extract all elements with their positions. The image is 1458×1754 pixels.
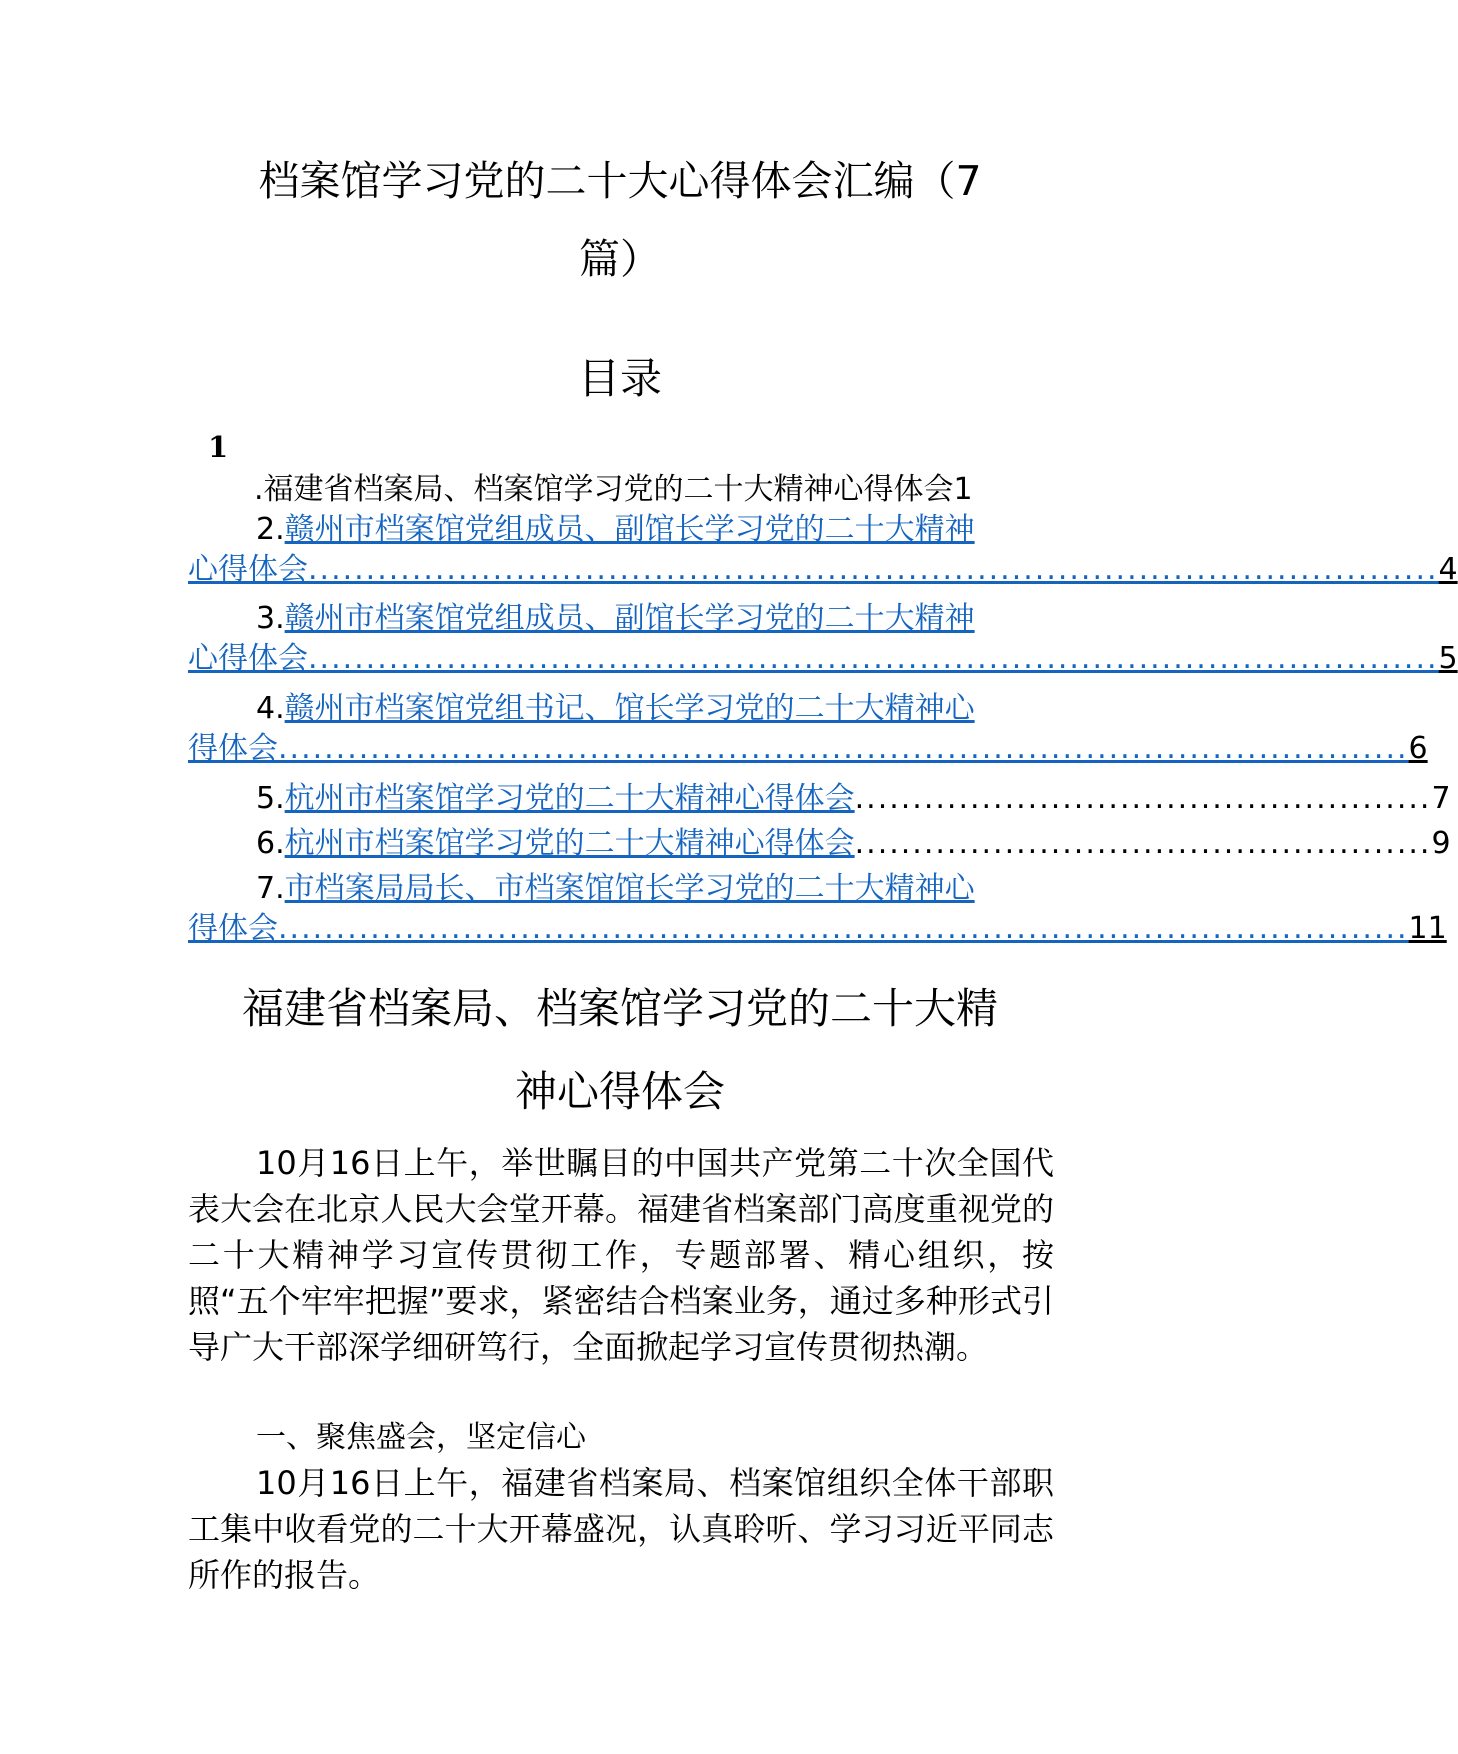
toc-item-5-page: 7 xyxy=(1431,781,1451,816)
toc-item-3-link-cont[interactable]: 心得体会 xyxy=(188,641,308,676)
section-title-line2: 神心得体会 xyxy=(514,1067,725,1116)
toc-item-6-link[interactable]: 杭州市档案馆学习党的二十大精神心得体会 xyxy=(284,826,855,861)
toc-item-4-page: 6 xyxy=(1408,731,1428,766)
toc-item-4-line2[interactable] xyxy=(188,726,1428,771)
toc-item-7-link-cont[interactable]: 得体会 xyxy=(188,911,278,946)
toc-item-4-leader: .................................................................................................. xyxy=(278,731,1409,766)
toc-item-1-number: 1 xyxy=(208,430,229,464)
toc-item-2-leader: .................................................................................................. xyxy=(308,552,1439,587)
toc-item-4-link-cont[interactable]: 得体会 xyxy=(188,731,278,766)
toc-item-2-link-cont[interactable]: 心得体会 xyxy=(188,552,308,587)
toc-item-1-dot: . xyxy=(254,472,264,507)
toc-item-5-leader: .................................................. xyxy=(854,781,1432,816)
toc-item-4-number: 4. xyxy=(256,691,285,726)
toc-item-2-line2[interactable] xyxy=(188,547,1458,592)
document-title-line1: 档案馆学习党的二十大心得体会汇编（7 xyxy=(258,157,982,205)
toc-item-4-link[interactable]: 赣州市档案馆党组书记、馆长学习党的二十大精神心 xyxy=(284,691,975,726)
toc-item-3-leader: .................................................................................................. xyxy=(308,641,1439,676)
section-subheading-1: 一、聚焦盛会，坚定信心 xyxy=(256,1420,586,1455)
toc-item-7-line1[interactable] xyxy=(188,866,1054,911)
toc-item-5[interactable] xyxy=(188,776,1451,821)
toc-item-3-line1[interactable] xyxy=(188,596,1054,641)
toc-item-7-line2[interactable] xyxy=(188,906,1447,951)
section-title-line1: 福建省档案局、档案馆学习党的二十大精 xyxy=(241,984,998,1033)
toc-item-2-link[interactable]: 赣州市档案馆党组成员、副馆长学习党的二十大精神 xyxy=(284,512,975,547)
toc-item-3-number: 3. xyxy=(256,601,285,636)
toc-item-3-link[interactable]: 赣州市档案馆党组成员、副馆长学习党的二十大精神 xyxy=(284,601,975,636)
toc-heading: 目录 xyxy=(577,354,662,403)
toc-item-4-line1[interactable] xyxy=(188,686,1054,731)
toc-item-1-page: 1 xyxy=(953,472,973,507)
document-title-line2: 篇） xyxy=(579,235,661,283)
toc-item-7-number: 7. xyxy=(256,871,285,906)
toc-item-2-number: 2. xyxy=(256,512,285,547)
toc-item-6-page: 9 xyxy=(1431,826,1451,861)
toc-item-3-line2[interactable] xyxy=(188,636,1458,681)
toc-item-6-number: 6. xyxy=(256,826,285,861)
toc-item-7-page: 11 xyxy=(1408,911,1447,946)
toc-item-5-link[interactable]: 杭州市档案馆学习党的二十大精神心得体会 xyxy=(284,781,855,816)
toc-item-6-leader: .................................................. xyxy=(854,826,1432,861)
toc-item-1-text[interactable]: 福建省档案局、档案馆学习党的二十大精神心得体会 xyxy=(263,472,954,507)
toc-item-6[interactable] xyxy=(188,821,1451,866)
toc-item-2-page: 4 xyxy=(1438,552,1458,587)
toc-item-3-page: 5 xyxy=(1438,641,1458,676)
toc-item-2-line1[interactable] xyxy=(188,507,1054,552)
toc-item-5-number: 5. xyxy=(256,781,285,816)
toc-item-1[interactable] xyxy=(188,467,1054,512)
body-paragraph-2: 10月16日上午，福建省档案局、档案馆组织全体干部职工集中收看党的二十大开幕盛况，认真聆听、学习习近平同志所作的报告。 xyxy=(188,1464,1054,1594)
body-paragraph-1: 10月16日上午，举世瞩目的中国共产党第二十次全国代表大会在北京人民大会堂开幕。福建省档案部门高度重视党的二十大精神学习宣传贯彻工作，专题部署、精心组织，按照“五个牢牢把握”要求，紧密结合档案业务，通过多种形式引导广大干部深学细研笃行，全面掀起学习宣传贯彻热潮。 xyxy=(188,1144,1054,1366)
toc-item-7-leader: .................................................................................................. xyxy=(278,911,1409,946)
toc-item-7-link[interactable]: 市档案局局长、市档案馆馆长学习党的二十大精神心 xyxy=(284,871,975,906)
